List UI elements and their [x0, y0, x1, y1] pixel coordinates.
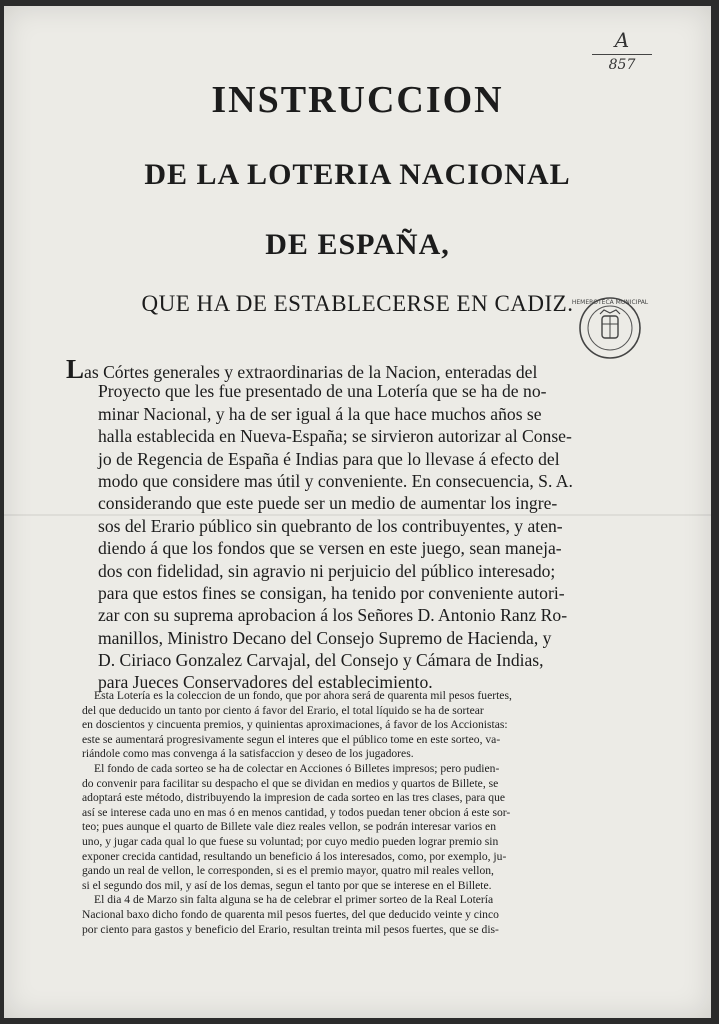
drop-cap: L [66, 354, 85, 384]
main-paragraph-line-text: Proyecto que les fue presentado de una Lotería que se ha de no- [98, 381, 547, 402]
detail-paragraphs [82, 689, 610, 937]
main-paragraph-line [66, 403, 586, 425]
hemeroteca-stamp [571, 296, 649, 360]
detail-paragraph-line: Esta Lotería es la coleccion de un fondo, que por ahora será de quarenta mil pesos fuertes, [94, 689, 512, 702]
detail-paragraph-line: del que deducido un tanto por ciento á favor del Erario, el total líquido se ha de sortear [82, 703, 484, 717]
title-espana: DE ESPAÑA, [265, 228, 450, 261]
stamp-text: HEMEROTECA MUNICIPAL [571, 299, 649, 306]
main-paragraph-line [66, 470, 586, 492]
detail-paragraph-line: por ciento para gastos y beneficio del Erario, resultan treinta mil pesos fuertes, que se dis- [82, 922, 499, 936]
detail-paragraph-line: gando un real de vellon, le corresponden, si es el premio mayor, quatro mil reales vellon, [82, 864, 494, 878]
detail-paragraph-line: si el segundo dos mil, y así de los demas, segun el tanto por que se interese en el Billete. [82, 878, 492, 892]
main-paragraph-line-text: considerando que este puede ser un medio de aumentar los ingre- [98, 493, 558, 514]
detail-paragraph-line: así se interese cada uno en mas ó en menos cantidad, y todos puedan tener obcion á este sor- [82, 805, 511, 819]
detail-paragraph-line: do convenir para facilitar su despacho el que se dividan en medios y quartos de Billete, se [82, 776, 499, 790]
detail-paragraph-line: este se aumentará progresivamente segun el interes que el público tome en este sorteo, va- [82, 732, 501, 746]
title-instruccion: INSTRUCCION [211, 79, 504, 121]
main-paragraph-line-text: manillos, Ministro Decano del Consejo Supremo de Hacienda, y [98, 627, 552, 648]
main-paragraph-line-text: zar con su suprema aprobacion á los Señores D. Antonio Ranz Ro- [98, 605, 568, 626]
main-paragraph-line-text: D. Ciriaco Gonzalez Carvajal, del Consejo y Cámara de Indias, [98, 650, 544, 671]
detail-paragraph-line: El fondo de cada sorteo se ha de colectar en Acciones ó Billetes impresos; pero pudien- [94, 761, 500, 775]
main-paragraph-line [66, 448, 586, 470]
main-paragraph-line-text: dos con fidelidad, sin agravio ni perjuicio del público interesado; [98, 560, 556, 581]
main-paragraph-line [66, 537, 586, 559]
title-loteria-nacional: DE LA LOTERIA NACIONAL [144, 158, 571, 191]
main-paragraph-line [66, 425, 586, 447]
subtitle-cadiz: QUE HA DE ESTABLECERSE EN CADIZ. [141, 291, 574, 316]
main-paragraph-line-text: minar Nacional, y ha de ser igual á la que hace muchos años se [98, 403, 542, 424]
seal-icon [571, 296, 649, 360]
main-paragraph-line [66, 582, 586, 604]
reference-divider [592, 54, 652, 55]
main-paragraph-line [66, 560, 586, 582]
reference-number: 857 [608, 57, 636, 73]
document-page [4, 6, 711, 1018]
detail-paragraph [82, 893, 610, 937]
detail-paragraph-line: El dia 4 de Marzo sin falta alguna se ha de celebrar el primer sorteo de la Real Lotería [94, 893, 494, 907]
main-paragraph [66, 354, 586, 694]
archive-reference [592, 28, 652, 73]
detail-paragraph [82, 762, 610, 893]
main-paragraph-line-text: para que estos fines se consigan, ha tenido por conveniente autori- [98, 582, 565, 603]
detail-paragraph-line: Nacional baxo dicho fondo de quarenta mil pesos fuertes, del que deducido veinte y cinco [82, 907, 499, 921]
main-paragraph-line-text: para Jueces Conservadores del establecimiento. [98, 672, 433, 693]
main-paragraph-line [66, 649, 586, 671]
main-paragraph-line [66, 627, 586, 649]
main-paragraph-line-text: jo de Regencia de España é Indias para que lo llevase á efecto del [98, 448, 560, 469]
detail-paragraph-line: uno, y jugar cada qual lo que fuese su voluntad; por cuyo medio pueden lograr premio sin [82, 834, 499, 848]
detail-paragraph-line: exponer crecida cantidad, resultando un beneficio á los interesados, como, por exemplo, ju- [82, 849, 507, 863]
main-paragraph-line-text: modo que considere mas útil y conveniente. En consecuencia, S. A. [98, 470, 573, 491]
main-paragraph-line [66, 380, 586, 402]
main-paragraph-line-text: diendo á que los fondos que se versen en este juego, sean maneja- [98, 538, 562, 559]
detail-paragraph-line: en doscientos y cincuenta premios, y quinientas aproximaciones, á favor de los Accionistas: [82, 718, 508, 732]
detail-paragraph-line: adoptará este método, distribuyendo la impresion de cada sorteo en las tres clases, para que [82, 791, 506, 805]
detail-paragraph-line: teo; pues aunque el quarto de Billete vale diez reales vellon, se podrán interesar varios en [82, 820, 496, 834]
main-paragraph-line-text: halla establecida en Nueva-España; se sirvieron autorizar al Conse- [98, 426, 572, 447]
main-paragraph-line [66, 604, 586, 626]
detail-paragraph [82, 689, 610, 762]
main-paragraph-line-text: as Córtes generales y extraordinarias de la Nacion, enteradas del [84, 362, 538, 382]
detail-paragraph-line: riándole como mas convenga á la satisfaccion y deseo de los jugadores. [82, 747, 414, 761]
main-paragraph-line-text: sos del Erario público sin quebranto de los contribuyentes, y aten- [98, 515, 563, 536]
main-paragraph-line [66, 492, 586, 514]
main-paragraph-line [66, 354, 586, 384]
main-paragraph-line [66, 515, 586, 537]
reference-letter: A [614, 28, 630, 52]
